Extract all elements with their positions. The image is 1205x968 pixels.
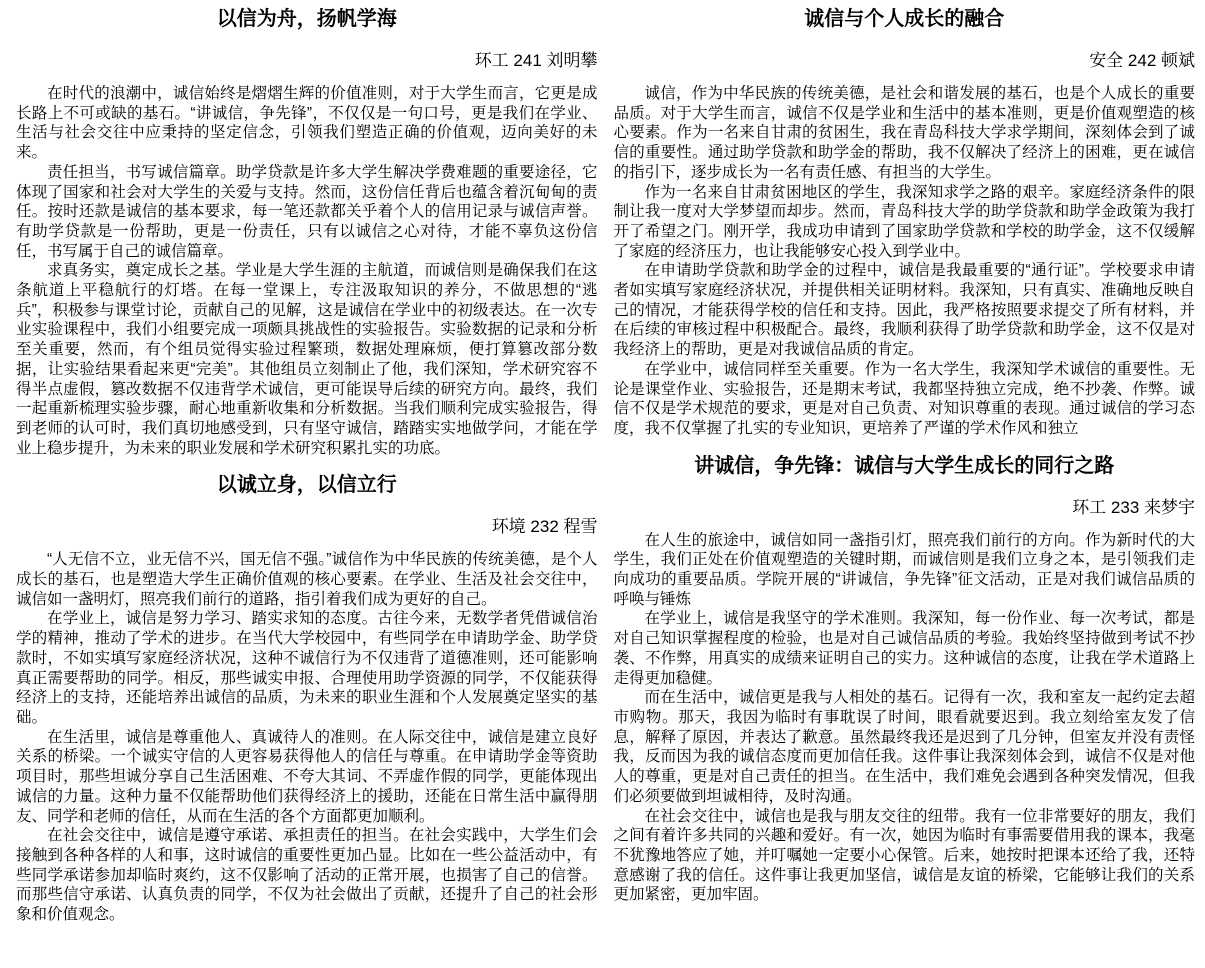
essay-author: 环境 232 程雪 [491, 517, 598, 537]
document-column-left [16, 4, 598, 962]
essay-paragraph: 在时代的浪潮中，诚信始终是熠熠生辉的价值准则，对于大学生而言，它更是成长路上不可或缺的基石。“讲诚信，争先锋”，不仅仅是一句口号，更是我们在学业、生活与社会交往中应秉持的坚定信念，引领我们塑造正确的价值观，迈向美好的未来。 [16, 85, 598, 162]
essay-paragraph: 诚信，作为中华民族的传统美德，是社会和谐发展的基石，也是个人成长的重要品质。对于大学生而言，诚信不仅是学业和生活中的基本准则，更是价值观塑造的核心要素。作为一名来自甘肃的贫困生，我在青岛科技大学求学期间，深刻体会到了诚信的重要性。通过助学贷款和助学金的帮助，我不仅解决了经济上的困难，更在诚信的指引下，逐步成长为一名有责任感、有担当的大学生。 [613, 85, 1195, 181]
essay-paragraph: 在社会交往中，诚信也是我与朋友交往的纽带。我有一位非常要好的朋友，我们之间有着许多共同的兴趣和爱好。有一次，她因为临时有事需要借用我的课本，我毫不犹豫地答应了她，并叮嘱她一定要小心保管。后来，她按时把课本还给了我，还特意感谢了我的信任。这件事让我更加坚信，诚信是友谊的桥梁，它能够让我们的关系更加紧密，更加牢固。 [613, 807, 1195, 904]
essay-author: 安全 242 顿斌 [1089, 51, 1195, 70]
essay-author: 环工 233 来梦宇 [1072, 497, 1195, 517]
essay-paragraph: 在学业上，诚信是我坚守的学术准则。我深知，每一份作业、每一次考试，都是对自己知识掌握程度的检验，也是对自己诚信品质的考验。我始终坚持做到考试不抄袭、不作弊，用真实的成绩来证明自己的实力。这种诚信的态度，让我在学术道路上走得更加稳健。 [613, 610, 1195, 687]
essay-title: 以诚立身，以信立行 [216, 474, 397, 497]
essay-paragraph: 在学业上，诚信是努力学习、踏实求知的态度。古往今来，无数学者凭借诚信治学的精神，推动了学术的进步。在当代大学校园中，有些同学在申请助学金、助学贷款时，不如实填写家庭经济状况，这种不诚信行为不仅违背了道德准则，还可能影响真正需要帮助的同学。相反，那些诚实申报、合理使用助学资源的同学，不仅能获得经济上的支持，还能培养出诚信的品质，为未来的职业生涯和个人发展奠定坚实的基础。 [16, 610, 598, 726]
essay-paragraph: 在人生的旅途中，诚信如同一盏指引灯，照亮我们前行的方向。作为新时代的大学生，我们正处在价值观塑造的关键时期，而诚信则是我们立身之本，是引领我们走向成功的重要品质。学院开展的“讲诚信，争先锋”征文活动，正是对我们诚信品质的呼唤与锤炼 [613, 531, 1195, 608]
essay-title: 诚信与个人成长的融合 [804, 8, 1005, 30]
essay-paragraph: 在申请助学贷款和助学金的过程中，诚信是我最重要的“通行证”。学校要求申请者如实填写家庭经济状况，并提供相关证明材料。我深知，只有真实、准确地反映自己的情况，才能获得学校的信任和支持。因此，我严格按照要求提交了所有材料，并在后续的审核过程中积极配合。最终，我顺利获得了助学贷款和助学金，这不仅是对我经济上的帮助，更是对我诚信品质的肯定。 [613, 262, 1195, 359]
document-column-right [614, 4, 1196, 962]
essay-author: 环工 241 刘明攀 [474, 51, 598, 70]
essay-paragraph: 作为一名来自甘肃贫困地区的学生，我深知求学之路的艰辛。家庭经济条件的限制让我一度对大学梦望而却步。然而，青岛科技大学的助学贷款和助学金政策为我打开了希望之门。刚开学，我成功申请到了国家助学贷款和学校的助学金，这不仅缓解了家庭的经济压力，也让我能够安心投入到学业中。 [613, 183, 1195, 260]
essay-paragraph: 在社会交往中，诚信是遵守承诺、承担责任的担当。在社会实践中，大学生们会接触到各种各样的人和事，这时诚信的重要性更加凸显。比如在一些公益活动中，有些同学承诺参加却临时爽约，这不仅影响了活动的正常开展，也损害了自己的信誉。而那些信守承诺、认真负责的同学，不仅为社会做出了贡献，还提升了自己的社会形象和价值观念。 [16, 827, 598, 924]
essay-title: 讲诚信，争先锋：诚信与大学生成长的同行之路 [694, 454, 1115, 477]
essay-paragraph: “人无信不立，业无信不兴，国无信不强。”诚信作为中华民族的传统美德，是个人成长的基石，也是塑造大学生正确价值观的核心要素。在学业、生活及社会交往中，诚信如一盏明灯，照亮我们前行的道路，指引着我们成为更好的自己。 [16, 551, 598, 608]
essay-paragraph: 求真务实，奠定成长之基。学业是大学生涯的主航道，而诚信则是确保我们在这条航道上平稳航行的灯塔。在每一堂课上，专注汲取知识的养分，不做思想的“逃兵”，积极参与课堂讨论，贡献自己的见解，这是诚信在学业中的初级表达。在一次专业实验课程中，我们小组要完成一项颇具挑战性的实验报告。实验数据的记录和分析至关重要，然而，有个组员觉得实验过程繁琐，数据处理麻烦，便打算篡改部分数据，让实验结果看起来更“完美”。其他组员立刻制止了他，我们深知，学术研究容不得半点虚假，篡改数据不仅违背学术诚信，更可能误导后续的研究方向。最终，我们一起重新梳理实验步骤，耐心地重新收集和分析数据。当我们顺利完成实验报告，得到老师的认可时，我们真切地感受到，只有坚守诚信，踏踏实实地做学问，才能在学业上稳步提升，为未来的职业发展和学术研究积累扎实的功底。 [16, 262, 598, 457]
essay-paragraph: 在学业中，诚信同样至关重要。作为一名大学生，我深知学术诚信的重要性。无论是课堂作业、实验报告，还是期末考试，我都坚持独立完成，绝不抄袭、作弊。诚信不仅是学术规范的要求，更是对自己负责、对知识尊重的表现。通过诚信的学习态度，我不仅掌握了扎实的专业知识，更培养了严谨的学术作风和独立 [613, 360, 1195, 437]
essay-paragraph: 在生活里，诚信是尊重他人、真诚待人的准则。在人际交往中，诚信是建立良好关系的桥梁。一个诚实守信的人更容易获得他人的信任与尊重。在申请助学金等资助项目时，那些坦诚分享自己生活困难、不夸大其词、不弄虚作假的同学，更能体现出诚信的力量。这种力量不仅能帮助他们获得经济上的援助，还能在日常生活中赢得朋友、同学和老师的信任，从而在生活的各个方面都更加顺利。 [16, 728, 598, 825]
essay-paragraph: 而在生活中，诚信更是我与人相处的基石。记得有一次，我和室友一起约定去超市购物。那天，我因为临时有事耽误了时间，眼看就要迟到。我立刻给室友发了信息，解释了原因，并表达了歉意。虽然最终我还是迟到了几分钟，但室友并没有责怪我，反而因为我的诚信态度而更加信任我。这件事让我深刻体会到，诚信不仅是对他人的尊重，更是对自己责任的担当。在生活中，我们难免会遇到各种突发情况，但我们必须要做到坦诚相待，及时沟通。 [613, 689, 1195, 805]
essay-paragraph: 责任担当，书写诚信篇章。助学贷款是许多大学生解决学费难题的重要途径，它体现了国家和社会对大学生的关爱与支持。然而，这份信任背后也蕴含着沉甸甸的责任。按时还款是诚信的基本要求，每一笔还款都关乎着个人的信用记录与诚信声誉。有助学贷款是一份帮助，更是一份责任，只有以诚信之心对待，才能不辜负这份信任，书写属于自己的诚信篇章。 [16, 163, 598, 260]
essay-title: 以信为舟，扬帆学海 [216, 8, 397, 30]
